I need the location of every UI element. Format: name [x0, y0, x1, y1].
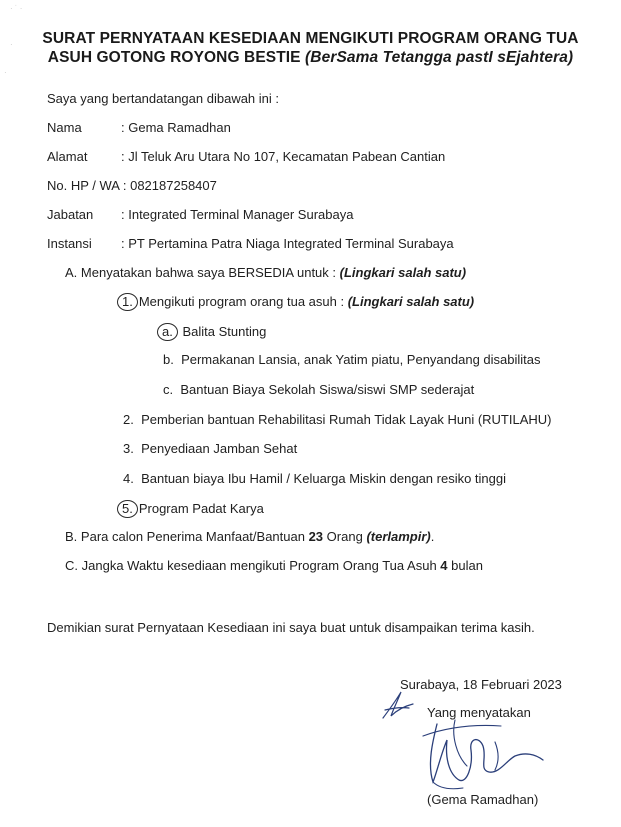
- section-b-count: 23: [308, 529, 324, 544]
- scan-mark: · ˙ ·: [10, 4, 23, 13]
- field-label-instansi: Instansi: [47, 236, 92, 251]
- field-value-alamat: : Jl Teluk Aru Utara No 107, Kecamatan Pabean Cantian: [121, 149, 446, 164]
- section-b-end: .: [430, 529, 435, 544]
- scan-mark: ·: [10, 40, 13, 49]
- list-item-1-text: Mengikuti program orang tua asuh :: [138, 294, 345, 309]
- title-tagline: (BerSama Tetangga pastI sEjahtera): [305, 49, 574, 66]
- section-b-unit: Orang: [326, 529, 363, 544]
- place-date: Surabaya, 18 Februari 2023: [400, 677, 562, 692]
- section-b: [65, 529, 434, 544]
- field-value-nama: : Gema Ramadhan: [121, 120, 231, 135]
- list-item-4: [123, 471, 506, 486]
- field-value-phone: : 082187258407: [122, 178, 217, 193]
- sub-item-a-text: Balita Stunting: [182, 324, 267, 339]
- closing-statement: Demikian surat Pernyataan Kesediaan ini saya buat untuk disampaikan terima kasih.: [47, 620, 535, 635]
- circled-marker-a: a.: [157, 323, 178, 341]
- field-value-jabatan: : Integrated Terminal Manager Surabaya: [121, 207, 354, 222]
- list-item-1: [122, 293, 474, 311]
- scan-mark: ·: [4, 68, 7, 77]
- sub-item-b-text: Permakanan Lansia, anak Yatim piatu, Penyandang disabilitas: [181, 352, 541, 367]
- list-item-4-marker: 4.: [123, 471, 134, 486]
- list-item-3-marker: 3.: [123, 441, 134, 456]
- handwritten-signature: [375, 680, 555, 800]
- signer-name: (Gema Ramadhan): [427, 792, 539, 807]
- field-label-jabatan: Jabatan: [47, 207, 94, 222]
- sub-item-c-text: Bantuan Biaya Sekolah Siswa/siswi SMP sederajat: [180, 382, 475, 397]
- circled-marker-5: 5.: [117, 500, 138, 518]
- section-a: [65, 265, 466, 280]
- sub-item-a: [162, 323, 266, 341]
- signature-caption: Yang menyatakan: [427, 705, 531, 720]
- document-title-line-1: SURAT PERNYATAAN KESEDIAAN MENGIKUTI PROGRAM ORANG TUA: [42, 30, 579, 47]
- field-label-nama: Nama: [47, 120, 82, 135]
- field-row-phone: [47, 178, 217, 193]
- list-item-2-text: Pemberian bantuan Rehabilitasi Rumah Tidak Layak Huni (RUTILAHU): [141, 412, 552, 427]
- intro-text: Saya yang bertandatangan dibawah ini :: [47, 91, 280, 106]
- section-a-text: Menyatakan bahwa saya BERSEDIA untuk :: [80, 265, 337, 280]
- list-item-4-text: Bantuan biaya Ibu Hamil / Keluarga Miskin dengan resiko tinggi: [141, 471, 507, 486]
- field-label-alamat: Alamat: [47, 149, 88, 164]
- section-c-unit: bulan: [451, 558, 483, 573]
- section-c-count: 4: [440, 558, 448, 573]
- sub-item-b-marker: b.: [163, 352, 174, 367]
- sub-item-c: [163, 382, 474, 397]
- field-value-instansi: : PT Pertamina Patra Niaga Integrated Terminal Surabaya: [121, 236, 454, 251]
- circled-marker-1: 1.: [117, 293, 138, 311]
- section-c-text: Jangka Waktu kesediaan mengikuti Program Orang Tua Asuh: [81, 558, 437, 573]
- sub-item-b: [163, 352, 541, 367]
- section-b-text: Para calon Penerima Manfaat/Bantuan: [80, 529, 305, 544]
- section-c: [65, 558, 483, 573]
- field-label-phone: No. HP / WA: [47, 178, 120, 193]
- section-a-note: (Lingkari salah satu): [339, 265, 467, 280]
- list-item-2: [123, 412, 552, 427]
- section-b-marker: B.: [65, 529, 78, 544]
- section-a-marker: A.: [65, 265, 78, 280]
- list-item-5-text: Program Padat Karya: [138, 501, 264, 516]
- section-b-note: (terlampir): [366, 529, 431, 544]
- list-item-5: [122, 500, 264, 518]
- section-c-marker: C.: [65, 558, 78, 573]
- list-item-2-marker: 2.: [123, 412, 134, 427]
- document-title-line-2: [0, 49, 621, 67]
- sub-item-c-marker: c.: [163, 382, 174, 397]
- list-item-1-note: (Lingkari salah satu): [347, 294, 475, 309]
- list-item-3: [123, 441, 297, 456]
- list-item-3-text: Penyediaan Jamban Sehat: [141, 441, 298, 456]
- title-main: ASUH GOTONG ROYONG BESTIE: [47, 49, 301, 66]
